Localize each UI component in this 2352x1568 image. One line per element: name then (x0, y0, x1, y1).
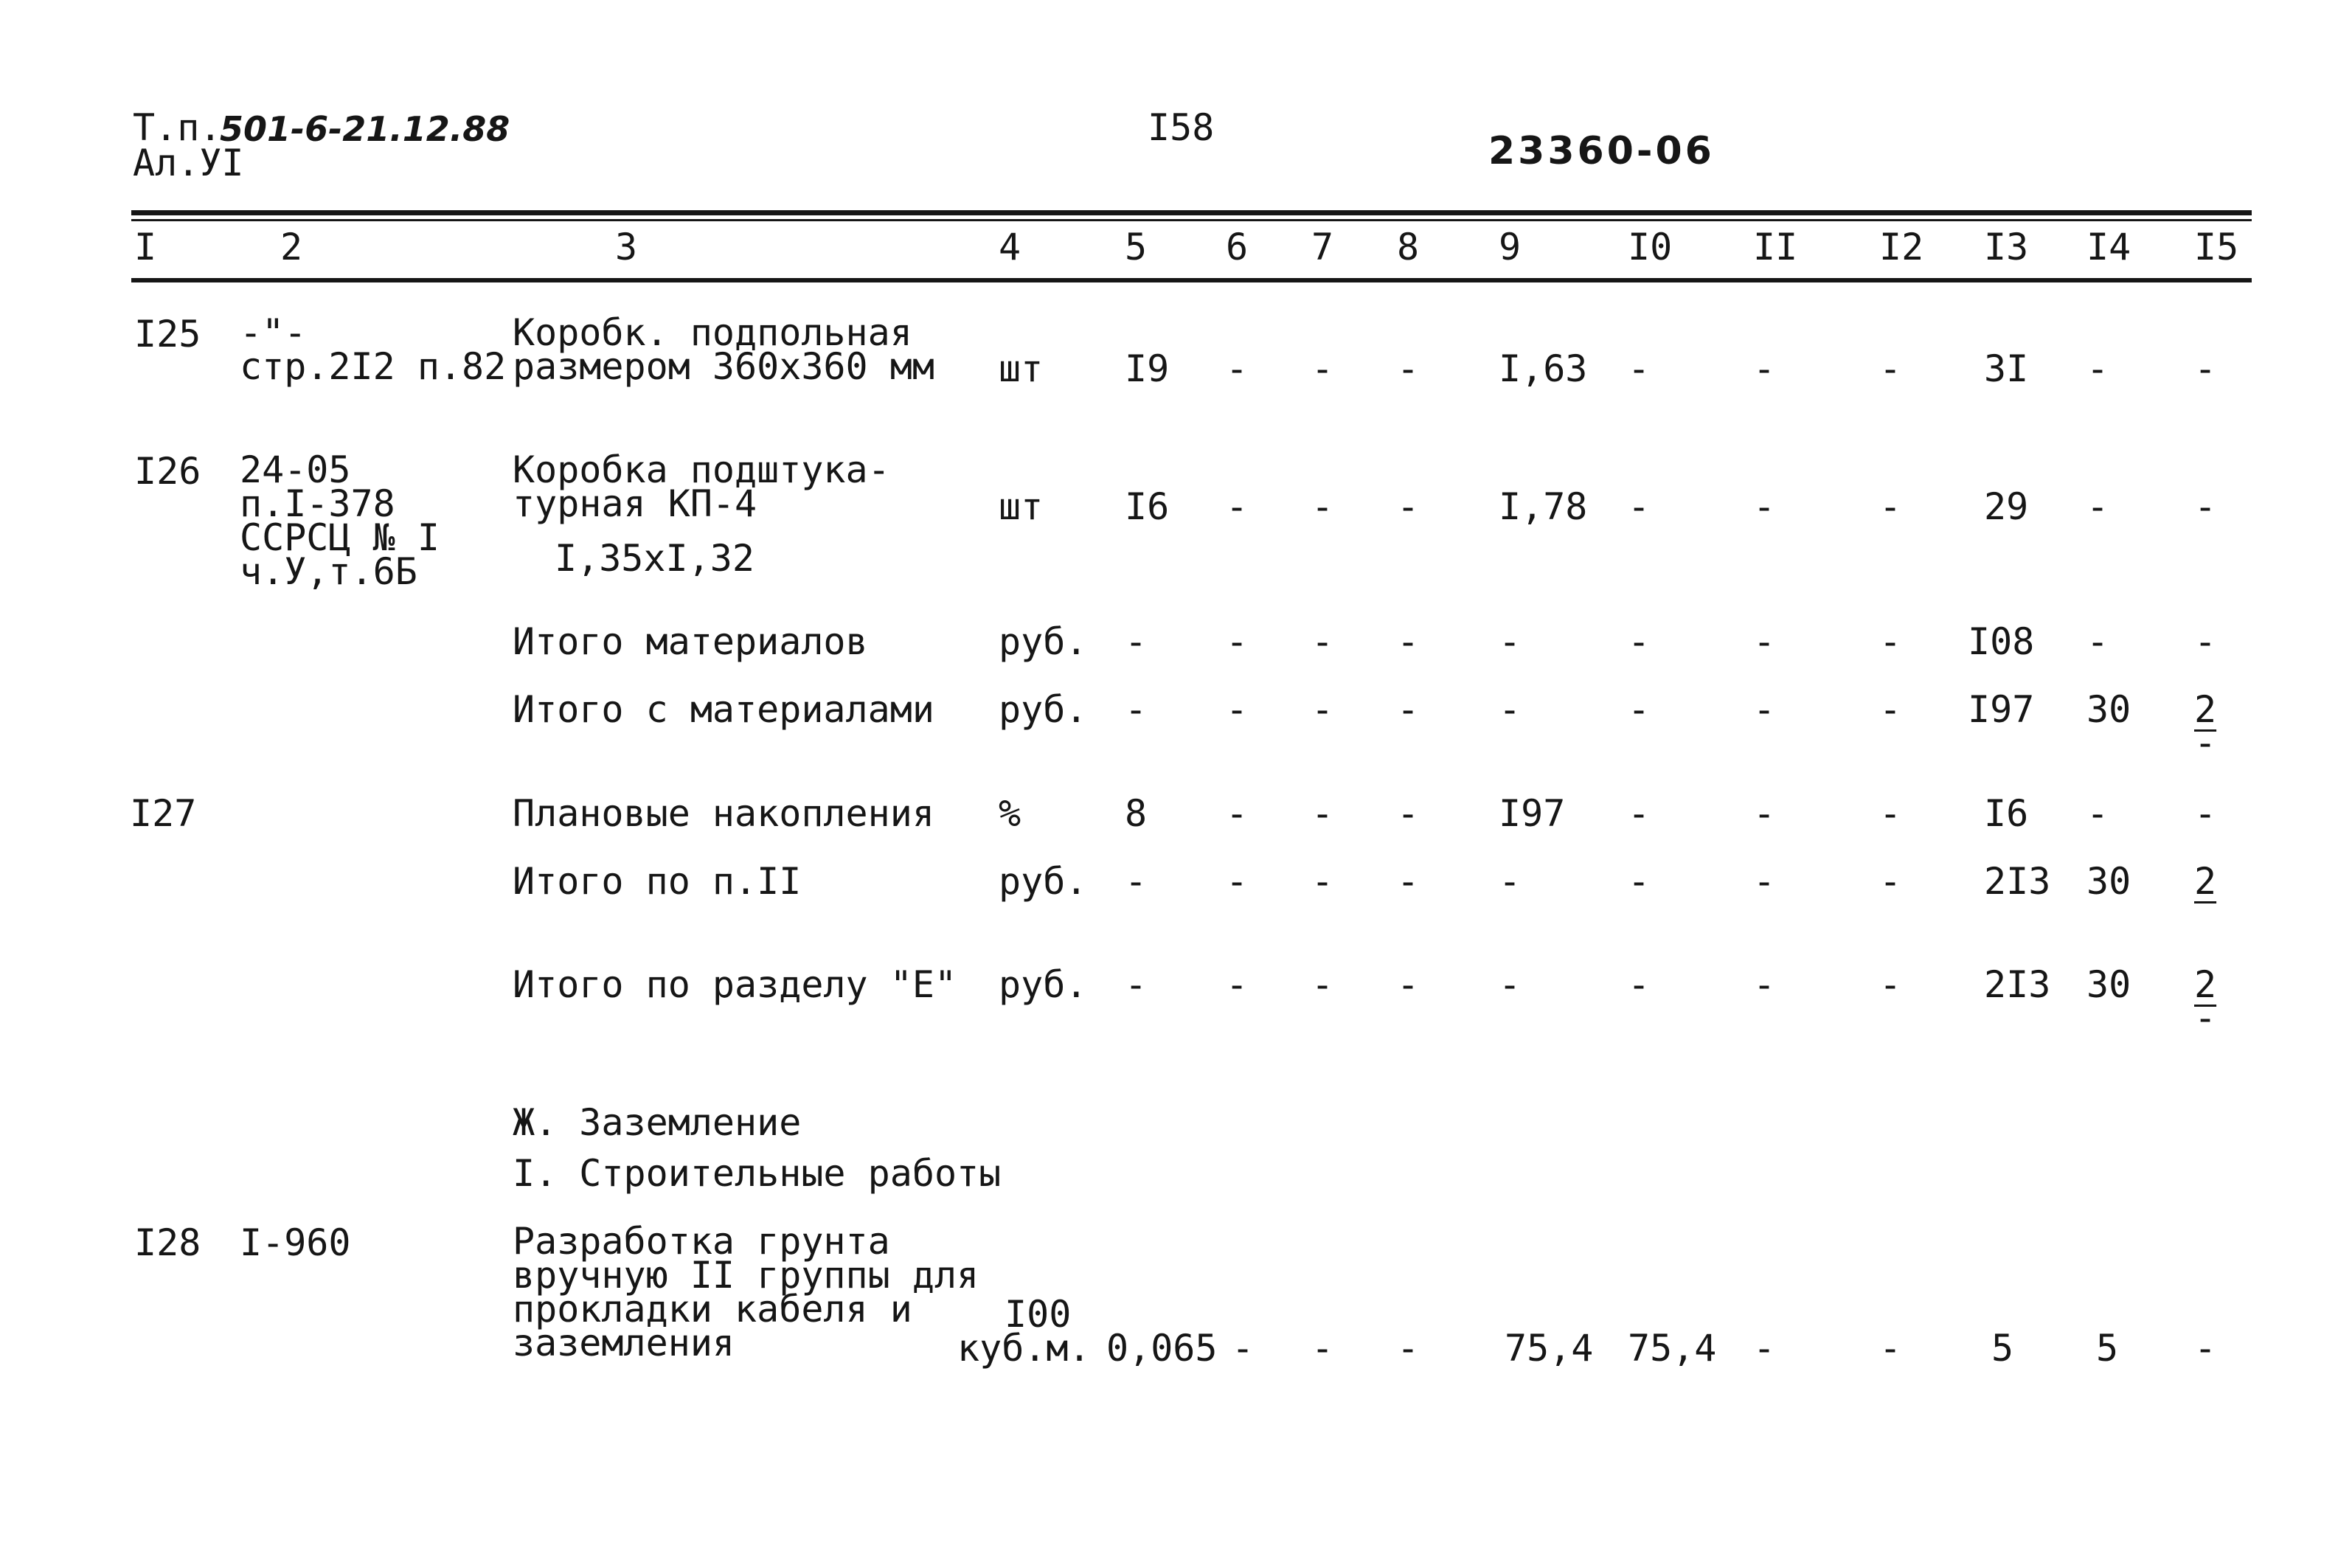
cell-c9: I97 (1499, 792, 1566, 835)
cell-c7: - (1311, 620, 1334, 663)
cell-c7: - (1311, 963, 1334, 1006)
cell-c5: - (1125, 688, 1148, 731)
cell-c13: I6 (1984, 792, 2029, 835)
col-header: 9 (1499, 226, 1522, 268)
cell-c11: - (1753, 963, 1776, 1006)
cell-c5: - (1125, 860, 1148, 903)
row-name: Итого с материалами (513, 688, 934, 731)
cell-c15: - (2194, 485, 2217, 528)
cell-c5: 8 (1125, 792, 1148, 835)
cell-c8: - (1397, 963, 1420, 1006)
col-header: I3 (1984, 226, 2029, 268)
cell-c6: - (1232, 1327, 1255, 1370)
col-header: I (134, 226, 157, 268)
cell-c11: - (1753, 860, 1776, 903)
header-top-rule (131, 210, 2252, 215)
col-header: I0 (1628, 226, 1673, 268)
cell-c9: 75,4 (1505, 1327, 1594, 1370)
cell-c8: - (1397, 485, 1420, 528)
row-unit: руб. (999, 620, 1088, 663)
cell-c11: - (1753, 485, 1776, 528)
section-title: Ж. Заземление (513, 1101, 802, 1144)
cell-c6: - (1226, 347, 1249, 390)
cell-c8: - (1397, 860, 1420, 903)
row-unit: шт (999, 347, 1044, 390)
row-name: Итого материалов (513, 620, 868, 663)
cell-c10: - (1628, 347, 1651, 390)
col-header: II (1753, 226, 1798, 268)
col-header: 6 (1226, 226, 1249, 268)
col-header: I2 (1879, 226, 1924, 268)
row-name: Коробка подштука- турная КП-4 (513, 448, 890, 525)
row-number: I25 (134, 313, 201, 355)
cell-c9: - (1499, 860, 1522, 903)
cell-c11: - (1753, 347, 1776, 390)
row-unit: руб. (999, 688, 1088, 731)
cell-c14: 30 (2086, 860, 2131, 903)
stamp-number: 23360-06 (1488, 129, 1715, 173)
cell-c14: 30 (2086, 963, 2131, 1006)
album-label: Ал.УI (133, 142, 244, 184)
page-number: I58 (1148, 106, 1215, 149)
cell-c9: I,63 (1499, 347, 1588, 390)
cell-c15: - (2194, 792, 2217, 835)
cell-c7: - (1311, 792, 1334, 835)
row-name: Коробк. подпольная размером 360х360 мм (513, 311, 934, 388)
cell-c8: - (1397, 620, 1420, 663)
cell-c13: 2I3 (1984, 860, 2051, 903)
cell-c14: - (2086, 347, 2109, 390)
cell-c12: - (1879, 485, 1902, 528)
cell-c5: I9 (1125, 347, 1170, 390)
cell-c10: - (1628, 860, 1651, 903)
cell-c15-sub: - (2194, 721, 2217, 764)
cell-c6: - (1226, 860, 1249, 903)
row-number: I28 (134, 1221, 201, 1264)
cell-c6: - (1226, 485, 1249, 528)
cell-c14: 5 (2096, 1327, 2119, 1370)
row-unit: куб.м. (957, 1327, 1091, 1370)
row-name: Разработка грунта вручную II группы для прокладки кабеля и заземления (513, 1220, 979, 1364)
cell-c10: - (1628, 963, 1651, 1006)
cell-c14: - (2086, 792, 2109, 835)
cell-c5: - (1125, 620, 1148, 663)
cell-c5: I6 (1125, 485, 1170, 528)
cell-c12: - (1879, 860, 1902, 903)
row-unit: шт (999, 485, 1044, 528)
row-code: -"- стр.2I2 п.82 (240, 311, 507, 388)
cell-c9: - (1499, 688, 1522, 731)
cell-c13: 5 (1991, 1327, 2014, 1370)
cell-c15: - (2194, 347, 2217, 390)
series-prefix: Т.п. (133, 106, 222, 149)
col-header: 3 (615, 226, 638, 268)
header-top-rule-thin (131, 219, 2252, 221)
cell-c12: - (1879, 963, 1902, 1006)
cell-c12: - (1879, 347, 1902, 390)
cell-c14: - (2086, 485, 2109, 528)
cell-c8: - (1397, 1327, 1420, 1370)
row-number: I27 (130, 792, 197, 835)
cell-c14: 30 (2086, 688, 2131, 731)
cell-c6: - (1226, 620, 1249, 663)
row-code: 24-05 п.I-378 ССРСЦ № I ч.У,т.6Б (240, 448, 440, 593)
cell-c13: 2I3 (1984, 963, 2051, 1006)
row-name: Итого по п.II (513, 860, 802, 903)
cell-c10: - (1628, 620, 1651, 663)
cell-c12: - (1879, 792, 1902, 835)
row-number: I26 (134, 450, 201, 493)
col-header: 8 (1397, 226, 1420, 268)
cell-c11: - (1753, 688, 1776, 731)
cell-c12: - (1879, 1327, 1902, 1370)
cell-c11: - (1753, 792, 1776, 835)
cell-c13: I08 (1968, 620, 2035, 663)
row-unit: % (999, 792, 1021, 835)
series-handwritten: 501-6-21.12.88 (220, 109, 510, 149)
col-header: 4 (999, 226, 1021, 268)
cell-c9: - (1499, 963, 1522, 1006)
cell-c5: - (1125, 963, 1148, 1006)
section-subtitle: I. Строительные работы (513, 1152, 1002, 1195)
col-header: I4 (2086, 226, 2131, 268)
cell-c9: - (1499, 620, 1522, 663)
cell-c15-sub: - (2194, 996, 2217, 1039)
cell-c5: 0,065 (1106, 1327, 1218, 1370)
col-header: I5 (2194, 226, 2239, 268)
cell-c10: - (1628, 485, 1651, 528)
row-unit: руб. (999, 860, 1088, 903)
cell-c11: - (1753, 1327, 1776, 1370)
row-name: Итого по разделу "Е" (513, 963, 957, 1006)
header-bottom-rule (131, 278, 2252, 282)
cell-c9: I,78 (1499, 485, 1588, 528)
cell-c15: - (2194, 620, 2217, 663)
cell-c13: I97 (1968, 688, 2035, 731)
cell-c6: - (1226, 792, 1249, 835)
row-unit: руб. (999, 963, 1088, 1006)
cell-c15: 2 (2194, 860, 2217, 903)
cell-c14: - (2086, 620, 2109, 663)
cell-c7: - (1311, 347, 1334, 390)
col-header: 7 (1311, 226, 1334, 268)
cell-c13: 3I (1984, 347, 2029, 390)
row-name: Плановые накопления (513, 792, 934, 835)
cell-c6: - (1226, 688, 1249, 731)
cell-c7: - (1311, 688, 1334, 731)
cell-c7: - (1311, 1327, 1334, 1370)
cell-c11: - (1753, 620, 1776, 663)
cell-c6: - (1226, 963, 1249, 1006)
row-name-extra: I,35хI,32 (555, 537, 754, 580)
row-unit-top: I00 (1005, 1293, 1072, 1336)
cell-c8: - (1397, 347, 1420, 390)
row-code: I-960 (240, 1221, 351, 1264)
col-header: 2 (280, 226, 303, 268)
cell-c12: - (1879, 620, 1902, 663)
cell-c7: - (1311, 485, 1334, 528)
cell-c12: - (1879, 688, 1902, 731)
cell-c10: 75,4 (1628, 1327, 1717, 1370)
cell-c15: - (2194, 1327, 2217, 1370)
cell-c7: - (1311, 860, 1334, 903)
cell-c15: 2 (2194, 688, 2217, 731)
cell-c8: - (1397, 792, 1420, 835)
cell-c13: 29 (1984, 485, 2029, 528)
cell-c10: - (1628, 792, 1651, 835)
cell-c8: - (1397, 688, 1420, 731)
cell-c15: 2 (2194, 963, 2217, 1006)
cell-c10: - (1628, 688, 1651, 731)
col-header: 5 (1125, 226, 1148, 268)
